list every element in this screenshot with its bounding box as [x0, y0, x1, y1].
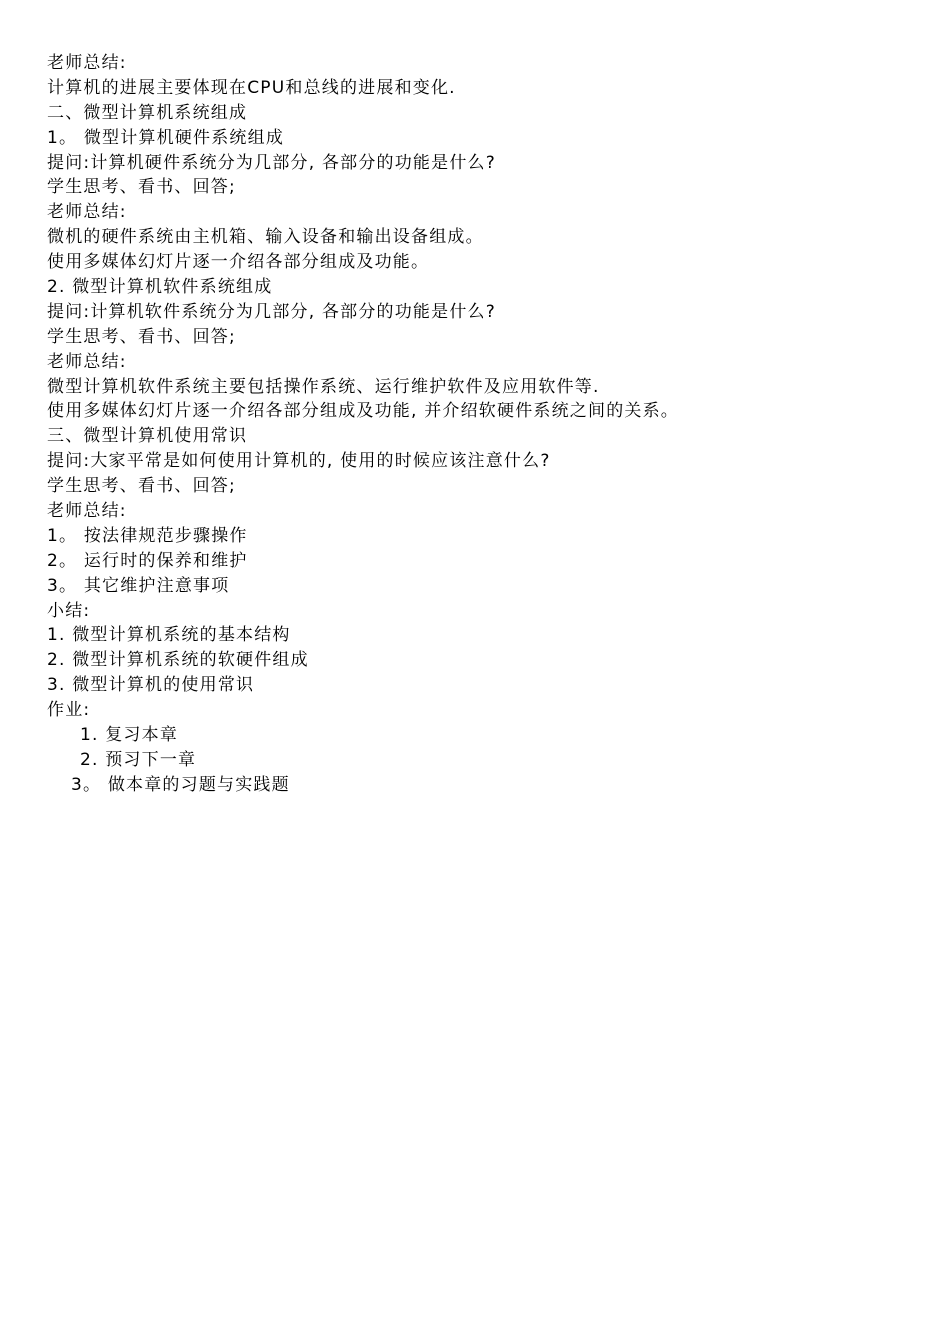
homework-item: 1. 复习本章	[80, 725, 179, 746]
list-item: 2. 微型计算机系统的软硬件组成	[47, 650, 309, 671]
homework-item: 2. 预习下一章	[80, 749, 197, 770]
subsection-heading: 2. 微型计算机软件系统组成	[47, 277, 273, 298]
text-line: 使用多媒体幻灯片逐一介绍各部分组成及功能, 并介绍软硬件系统之间的关系。	[47, 401, 680, 422]
text-line: 使用多媒体幻灯片逐一介绍各部分组成及功能。	[47, 252, 430, 273]
list-item: 1。 按法律规范步骤操作	[47, 525, 248, 546]
list-item: 3。 其它维护注意事项	[47, 575, 230, 596]
teacher-summary-label: 老师总结:	[47, 53, 127, 73]
homework-item: 3。 做本章的习题与实践题	[71, 774, 290, 795]
teacher-summary-label: 老师总结:	[47, 501, 127, 522]
section-heading: 三、微型计算机使用常识	[47, 426, 248, 447]
document-body	[47, 51, 907, 798]
question-line: 提问:计算机软件系统分为几部分, 各部分的功能是什么?	[47, 301, 496, 322]
question-line: 提问:大家平常是如何使用计算机的, 使用的时候应该注意什么?	[47, 451, 551, 472]
text-line: 微型计算机软件系统主要包括操作系统、运行维护软件及应用软件等.	[47, 376, 600, 397]
list-item: 3. 微型计算机的使用常识	[47, 675, 255, 696]
student-activity-line: 学生思考、看书、回答;	[47, 326, 236, 347]
question-line: 提问:计算机硬件系统分为几部分, 各部分的功能是什么?	[47, 152, 496, 173]
teacher-summary-label: 老师总结:	[47, 202, 127, 223]
text-line: 微机的硬件系统由主机箱、输入设备和输出设备组成。	[47, 227, 484, 248]
homework-label: 作业:	[47, 700, 91, 721]
section-heading: 二、微型计算机系统组成	[47, 102, 248, 123]
teacher-summary-label: 老师总结:	[47, 351, 127, 372]
subsection-heading: 1。 微型计算机硬件系统组成	[47, 127, 285, 148]
text-line: 计算机的进展主要体现在CPU和总线的进展和变化.	[47, 77, 456, 98]
summary-label: 小结:	[47, 600, 91, 621]
student-activity-line: 学生思考、看书、回答;	[47, 177, 236, 198]
list-item: 2。 运行时的保养和维护	[47, 550, 248, 571]
list-item: 1. 微型计算机系统的基本结构	[47, 625, 291, 646]
student-activity-line: 学生思考、看书、回答;	[47, 476, 236, 497]
